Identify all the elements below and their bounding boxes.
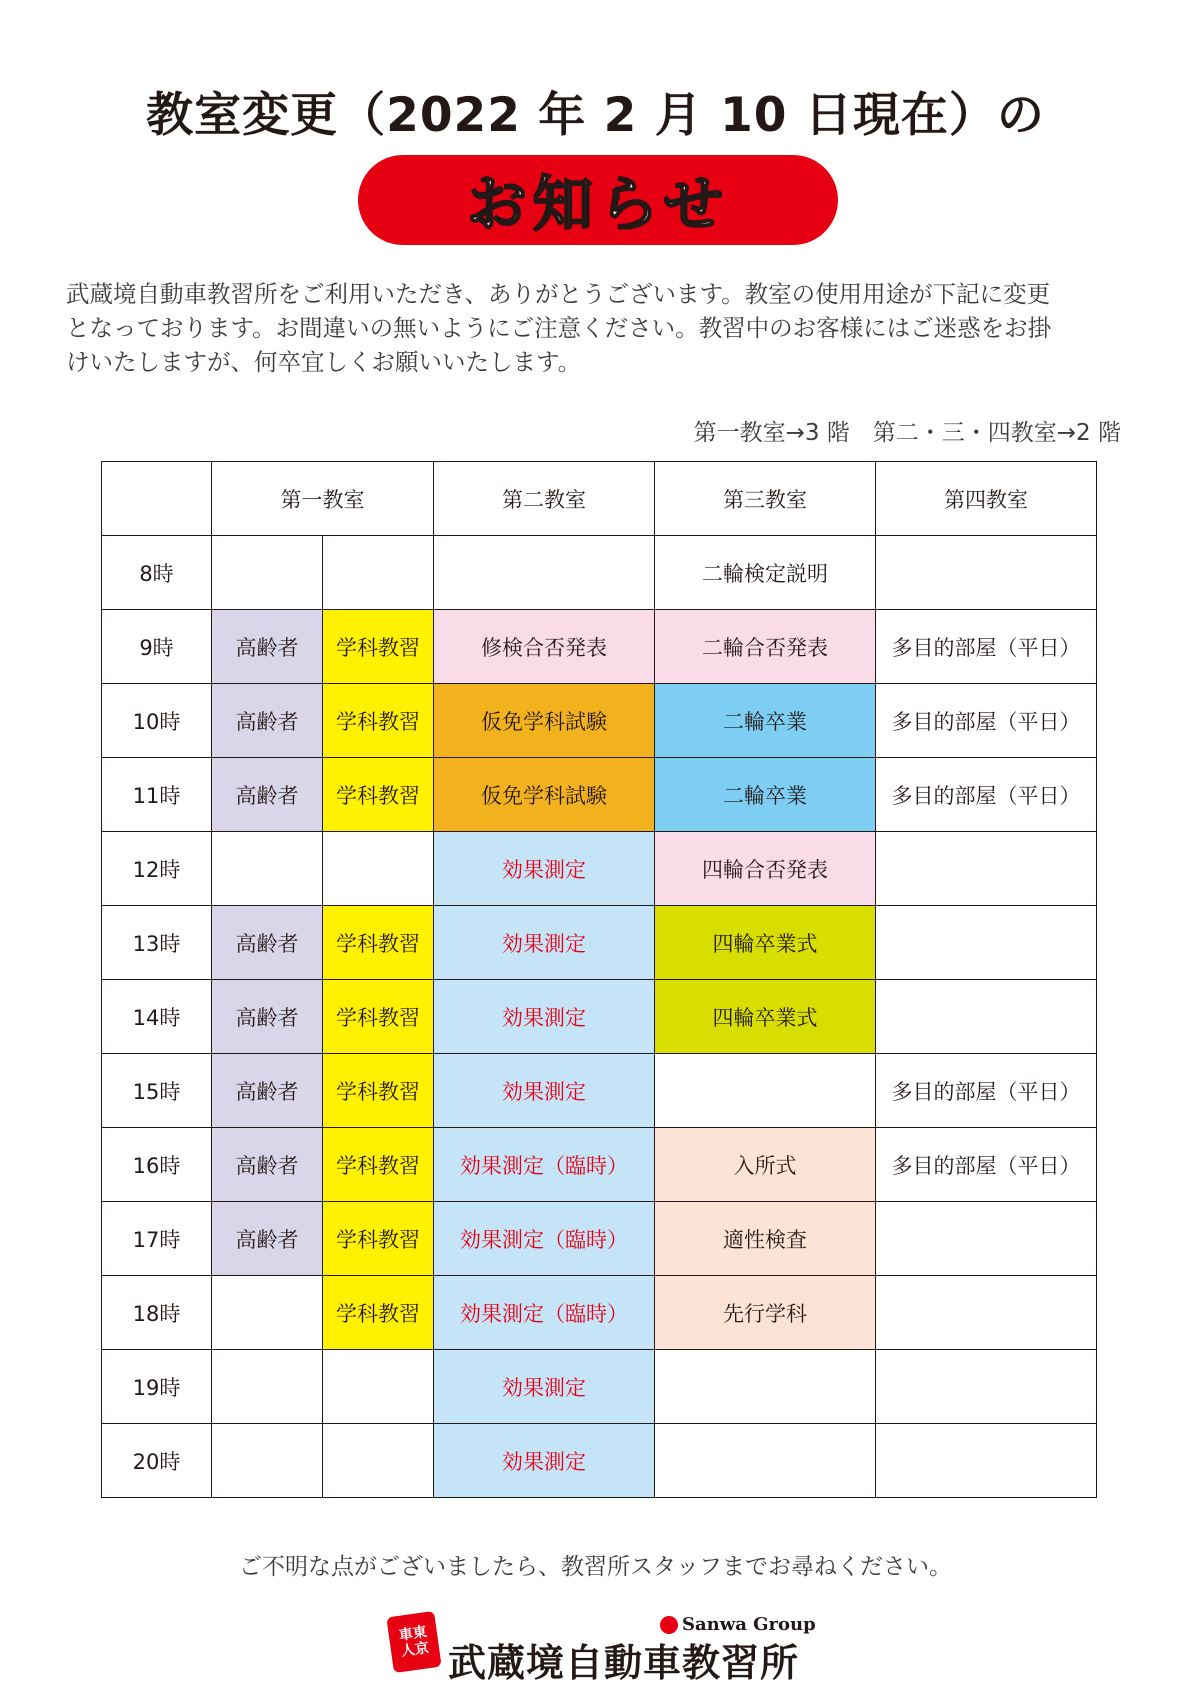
- schedule-row: [102, 906, 1097, 980]
- room1-elderly-cell: [212, 832, 323, 906]
- schedule-row: [102, 1202, 1097, 1276]
- room1-gakka-cell: 学科教習: [323, 1054, 434, 1128]
- header-cell-room1: 第一教室: [212, 462, 434, 536]
- room3-cell: 四輪合否発表: [655, 832, 876, 906]
- schedule-table: [101, 461, 1097, 1498]
- time-cell: 9時: [102, 610, 212, 684]
- time-cell: 13時: [102, 906, 212, 980]
- room1-gakka-cell: [323, 832, 434, 906]
- sanwa-mark-icon: [660, 1616, 678, 1634]
- time-cell: 11時: [102, 758, 212, 832]
- room1-gakka-cell: 学科教習: [323, 610, 434, 684]
- room1-elderly-cell: 高齢者: [212, 610, 323, 684]
- sanwa-group-label: Sanwa Group: [682, 1614, 816, 1635]
- footer-note: ご不明な点がございましたら、教習所スタッフまでお尋ねください。: [239, 1554, 952, 1580]
- room2-cell: 効果測定: [434, 906, 655, 980]
- room1-elderly-cell: 高齢者: [212, 1054, 323, 1128]
- room2-cell: 効果測定: [434, 1350, 655, 1424]
- room4-cell: [876, 1424, 1097, 1498]
- room2-cell: 効果測定（臨時）: [434, 1202, 655, 1276]
- intro-line: となっております。お間違いの無いようにご注意ください。教習中のお客様にはご迷惑をお掛: [66, 314, 1052, 342]
- intro-line: けいたしますが、何卒宜しくお願いいたします。: [66, 348, 582, 376]
- room1-elderly-cell: 高齢者: [212, 980, 323, 1054]
- room3-cell: 適性検査: [655, 1202, 876, 1276]
- schedule-row: [102, 610, 1097, 684]
- room1-gakka-cell: 学科教習: [323, 1128, 434, 1202]
- schedule-row: [102, 1350, 1097, 1424]
- room4-cell: [876, 980, 1097, 1054]
- notice-badge: [358, 155, 838, 245]
- room2-cell: 仮免学科試験: [434, 758, 655, 832]
- time-cell: 10時: [102, 684, 212, 758]
- room1-gakka-cell: 学科教習: [323, 1276, 434, 1350]
- room2-cell: 効果測定: [434, 1424, 655, 1498]
- room3-cell: 二輪検定説明: [655, 536, 876, 610]
- schedule-row: [102, 536, 1097, 610]
- room1-gakka-cell: 学科教習: [323, 980, 434, 1054]
- time-cell: 20時: [102, 1424, 212, 1498]
- header-row: [102, 462, 1097, 536]
- page-title: 教室変更（2022 年 2 月 10 日現在）の: [146, 88, 1045, 143]
- room3-cell: [655, 1054, 876, 1128]
- room1-gakka-cell: 学科教習: [323, 1202, 434, 1276]
- notice-badge-label: お知らせ: [466, 170, 730, 240]
- time-cell: 14時: [102, 980, 212, 1054]
- schedule-row: [102, 684, 1097, 758]
- room4-cell: 多目的部屋（平日）: [876, 610, 1097, 684]
- room1-gakka-cell: 学科教習: [323, 906, 434, 980]
- room4-cell: 多目的部屋（平日）: [876, 758, 1097, 832]
- room2-cell: [434, 536, 655, 610]
- room1-elderly-cell: [212, 1350, 323, 1424]
- schedule-row: [102, 758, 1097, 832]
- header-cell-time: [102, 462, 212, 536]
- room1-gakka-cell: 学科教習: [323, 758, 434, 832]
- logo-badge-line: 車東: [397, 1624, 428, 1644]
- header-cell-room3: 第三教室: [655, 462, 876, 536]
- room2-cell: 効果測定（臨時）: [434, 1128, 655, 1202]
- room3-cell: 入所式: [655, 1128, 876, 1202]
- time-cell: 15時: [102, 1054, 212, 1128]
- room3-cell: 先行学科: [655, 1276, 876, 1350]
- room3-cell: 二輪卒業: [655, 684, 876, 758]
- time-cell: 19時: [102, 1350, 212, 1424]
- schedule-row: [102, 980, 1097, 1054]
- room4-cell: [876, 832, 1097, 906]
- intro-line: 武蔵境自動車教習所をご利用いただき、ありがとうございます。教室の使用用途が下記に変更: [66, 280, 1051, 308]
- room3-cell: 四輪卒業式: [655, 906, 876, 980]
- room2-cell: 効果測定（臨時）: [434, 1276, 655, 1350]
- room3-cell: 二輪合否発表: [655, 610, 876, 684]
- room3-cell: [655, 1424, 876, 1498]
- room3-cell: [655, 1350, 876, 1424]
- room4-cell: [876, 1276, 1097, 1350]
- schedule-row: [102, 1276, 1097, 1350]
- header-cell-room2: 第二教室: [434, 462, 655, 536]
- room2-cell: 効果測定: [434, 980, 655, 1054]
- room2-cell: 修検合否発表: [434, 610, 655, 684]
- room1-elderly-cell: [212, 536, 323, 610]
- room2-cell: 効果測定: [434, 1054, 655, 1128]
- room1-elderly-cell: 高齢者: [212, 906, 323, 980]
- room1-elderly-cell: [212, 1276, 323, 1350]
- room3-cell: 四輪卒業式: [655, 980, 876, 1054]
- room1-elderly-cell: 高齢者: [212, 684, 323, 758]
- time-cell: 18時: [102, 1276, 212, 1350]
- room2-cell: 仮免学科試験: [434, 684, 655, 758]
- school-name-logo: 武蔵境自動車教習所: [448, 1641, 800, 1685]
- time-cell: 17時: [102, 1202, 212, 1276]
- time-cell: 8時: [102, 536, 212, 610]
- room4-cell: [876, 906, 1097, 980]
- schedule-row: [102, 1054, 1097, 1128]
- room1-gakka-cell: [323, 1424, 434, 1498]
- room1-elderly-cell: [212, 1424, 323, 1498]
- room4-cell: 多目的部屋（平日）: [876, 1128, 1097, 1202]
- room4-cell: 多目的部屋（平日）: [876, 684, 1097, 758]
- room3-cell: 二輪卒業: [655, 758, 876, 832]
- room1-gakka-cell: [323, 536, 434, 610]
- room1-gakka-cell: 学科教習: [323, 684, 434, 758]
- room1-gakka-cell: [323, 1350, 434, 1424]
- time-cell: 16時: [102, 1128, 212, 1202]
- room1-elderly-cell: 高齢者: [212, 1202, 323, 1276]
- room4-cell: 多目的部屋（平日）: [876, 1054, 1097, 1128]
- logo-badge: [386, 1611, 441, 1673]
- logo-badge-line: 人京: [400, 1640, 431, 1660]
- schedule-row: [102, 1424, 1097, 1498]
- schedule-row: [102, 1128, 1097, 1202]
- header-cell-room4: 第四教室: [876, 462, 1097, 536]
- intro-paragraph: [66, 277, 1126, 379]
- time-cell: 12時: [102, 832, 212, 906]
- schedule-row: [102, 832, 1097, 906]
- room4-cell: [876, 1202, 1097, 1276]
- room4-cell: [876, 536, 1097, 610]
- room4-cell: [876, 1350, 1097, 1424]
- room1-elderly-cell: 高齢者: [212, 758, 323, 832]
- floor-info: 第一教室→3 階 第二・三・四教室→2 階: [693, 420, 1121, 446]
- room2-cell: 効果測定: [434, 832, 655, 906]
- room1-elderly-cell: 高齢者: [212, 1128, 323, 1202]
